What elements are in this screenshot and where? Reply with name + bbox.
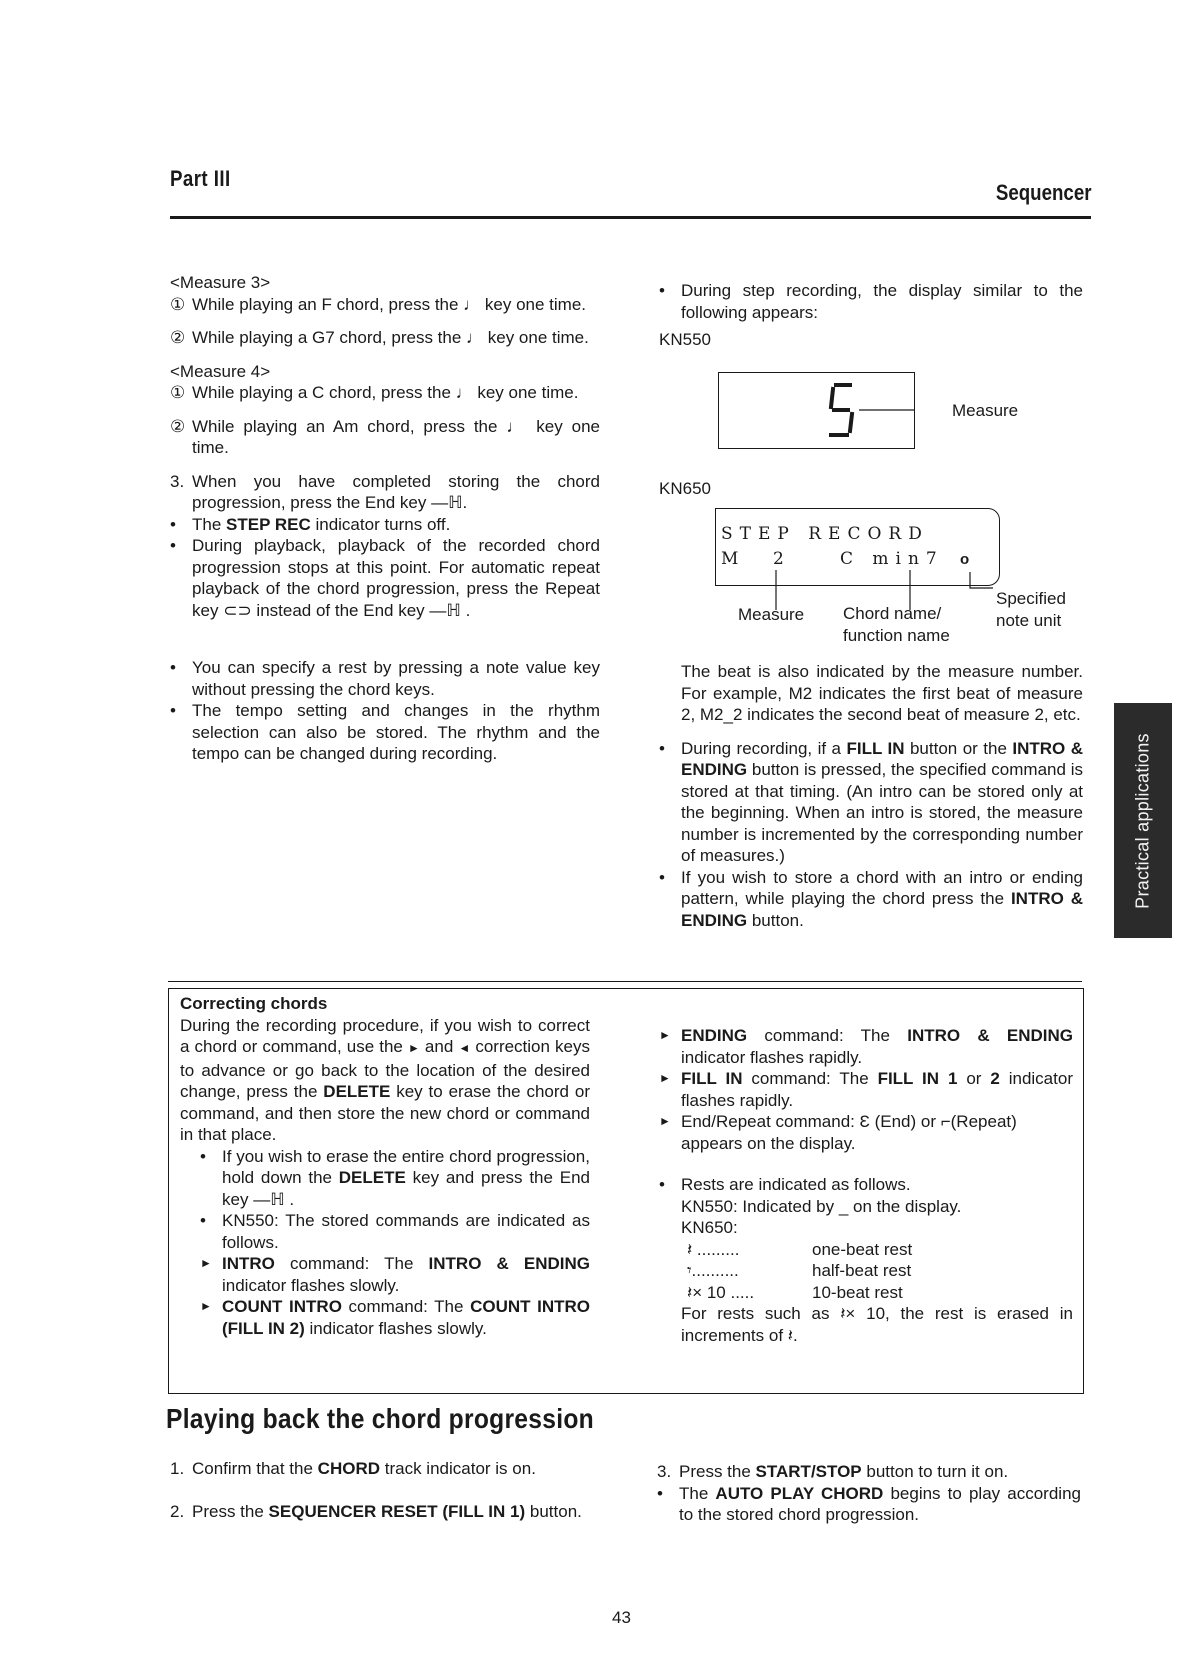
playback-title: Playing back the chord progression (166, 1403, 594, 1434)
back-arrow-icon: ◄ (458, 1041, 471, 1055)
box-paragraph: During the recording procedure, if you wish to correct a chord or command, use the ► and ◄ correction keys to advance or go back to the location of the desired change, press the DELETE key to erase the chord or command, and then store the new chord or command in that place. (180, 1015, 590, 1144)
step-text: While playing a G7 chord, press the ♩ key one time. (192, 328, 589, 347)
m3-step2 (170, 327, 600, 349)
header-rule (170, 216, 1091, 219)
lcd-line1: STEP RECORD (721, 524, 929, 544)
page-number: 43 (612, 1608, 631, 1627)
playback-step3: 3. Press the START/STOP button to turn it on. (657, 1462, 1009, 1481)
kn550-measure-label: Measure (952, 401, 1019, 420)
playback-bullet: • The AUTO PLAY CHORD begins to play according to the stored chord progression. (657, 1483, 1081, 1524)
bullet-tempo: • The tempo setting and changes in the rhythm selection can also be stored. The rhythm and the tempo can be changed during recording. (170, 701, 600, 763)
step-number: ② (170, 416, 186, 436)
playback-step1: 1. Confirm that the CHORD track indicator is on. (170, 1459, 536, 1478)
bullet-playback: • During playback, playback of the recorded chord progression stops at this point. For automatic repeat playback of the chord progression, press the Repeat key ⊂⊃ instead of the End key —ℍ . (170, 536, 600, 620)
end-key-icon: —ℍ (431, 493, 463, 512)
bullet-step-rec: • The STEP REC indicator turns off. (170, 514, 451, 534)
step-number: ① (170, 383, 186, 402)
cmd-intro: ► INTRO command: The INTRO & ENDING indicator flashes slowly. (200, 1254, 590, 1295)
bullet-rest: • You can specify a rest by pressing a note value key without pressing the chord keys. (170, 658, 600, 699)
right-column (659, 280, 1083, 351)
bullet-rests: • Rests are indicated as follows. KN550: Indicated by _ on the display. KN650: 𝄽 ......... one-beat rest 𝄾.......... half-beat rest 𝄽× 10 ..... 10-beat rest For rests such as 𝄽× 10, the rest is erased in increments of 𝄽. (659, 1175, 1073, 1345)
step-number: ① (170, 294, 186, 314)
bullet: • (659, 281, 665, 300)
right-column-lower (659, 661, 1083, 931)
cmd-count-intro: ► COUNT INTRO command: The COUNT INTRO (FILL IN 2) indicator flashes slowly. (200, 1297, 590, 1338)
step-number: ② (170, 328, 186, 347)
lcd-chord: C min7 (840, 549, 944, 569)
ann-specified: Specified note unit (996, 589, 1066, 630)
playback-left (170, 1458, 600, 1522)
kn550-digit-svg (719, 373, 914, 448)
step-number: 3. (657, 1462, 672, 1481)
beat-paragraph: The beat is also indicated by the measure number. For example, M2 indicates the first beat of measure 2, M2_2 indicates the second beat of measure 2, etc. (681, 662, 1083, 724)
playback-right (657, 1461, 1081, 1526)
side-tab[interactable] (1114, 703, 1172, 938)
measure4-heading: <Measure 4> (170, 361, 271, 381)
step-text: While playing a C chord, press the ♩ key one time. (192, 383, 579, 402)
bullet-intro-ending: • If you wish to store a chord with an intro or ending pattern, while playing the chord press the INTRO & ENDING button. (659, 867, 1083, 930)
rest-row: 𝄽 ......... one-beat rest (687, 1239, 913, 1259)
playback-step2: 2. Press the SEQUENCER RESET (FILL IN 1) button. (170, 1501, 582, 1521)
box-top-rule (168, 981, 1082, 982)
rest-row: 𝄽× 10 ..... 10-beat rest (687, 1282, 903, 1302)
box-bullet-kn550: • KN550: The stored commands are indicated as follows. (200, 1211, 590, 1252)
bullet: • (170, 536, 176, 555)
m3-step1 (170, 294, 600, 316)
step-text: While playing an F chord, press the ♩ key one time. (192, 294, 587, 314)
lcd-note-unit: o (960, 551, 970, 568)
lcd-measure-num: 2 (773, 549, 791, 569)
bullet: • (170, 701, 176, 720)
box-title: Correcting chords (180, 994, 328, 1013)
step3 (170, 471, 600, 514)
ann-chord: Chord name/ function name (843, 604, 950, 645)
bullet: • (659, 1175, 665, 1194)
box-bullet-erase: • If you wish to erase the entire chord progression, hold down the DELETE key and press the End key —ℍ . (200, 1146, 590, 1209)
kn550-display (718, 372, 915, 449)
repeat-key-icon: ⊂⊃ (223, 600, 252, 620)
forward-arrow-icon: ► (407, 1041, 420, 1055)
part-label: Part III (170, 166, 231, 191)
bullet-fill-in: • During recording, if a FILL IN button or the INTRO & ENDING button is pressed, the specified command is stored at that timing. (An intro can be stored only at the beginning. When an intro is stored, the measure number is incremented by the corresponding number of measures.) (659, 738, 1083, 865)
pointer-icon: ► (200, 1299, 212, 1313)
end-key-icon: —ℍ (253, 1189, 285, 1209)
side-tab-label: Practical applications (1132, 732, 1153, 909)
step-number: 1. (170, 1459, 185, 1478)
m4-step1 (170, 382, 600, 404)
m4-step2 (170, 416, 600, 459)
bullet: • (657, 1483, 663, 1503)
bullet-display: • During step recording, the display similar to the following appears: (659, 281, 1083, 322)
bullet: • (659, 738, 665, 758)
bullet: • (170, 514, 176, 534)
pointer-icon: ► (659, 1028, 671, 1042)
rest-row: 𝄾.......... half-beat rest (687, 1261, 912, 1280)
ann-measure: Measure (738, 605, 805, 624)
leader-specified (970, 572, 993, 588)
bullet: • (659, 867, 665, 887)
step-number: 2. (170, 1501, 185, 1521)
step-text: When you have completed storing the chord progression, press the End key —ℍ. (192, 471, 600, 512)
measure3-heading: <Measure 3> (170, 273, 271, 292)
cmd-end-repeat: ► End/Repeat command: Ɛ (End) or ⌐(Repeat) appears on the display. (659, 1112, 1017, 1153)
cmd-ending: ► ENDING command: The INTRO & ENDING indicator flashes rapidly. (659, 1026, 1073, 1067)
left-column (170, 272, 600, 765)
bullet: • (200, 1211, 206, 1230)
kn550-label: KN550 (659, 330, 711, 349)
lcd-measure-m: M (721, 549, 746, 569)
bullet: • (170, 658, 176, 677)
pointer-icon: ► (659, 1114, 671, 1128)
cmd-fill-in: ► FILL IN command: The FILL IN 1 or 2 indicator flashes rapidly. (659, 1069, 1073, 1110)
step-number: 3. (170, 471, 185, 491)
box-right (659, 1025, 1073, 1346)
step-text: While playing an Am chord, press the ♩ key one time. (192, 416, 600, 457)
pointer-icon: ► (200, 1256, 212, 1270)
box-left (180, 993, 590, 1339)
end-key-icon: —ℍ (429, 600, 461, 620)
bullet: • (200, 1146, 206, 1166)
seven-seg-digit (831, 385, 852, 435)
kn650-label: KN650 (659, 479, 711, 498)
section-label: Sequencer (995, 180, 1091, 205)
pointer-icon: ► (659, 1071, 671, 1085)
rest-table (681, 1239, 1073, 1304)
